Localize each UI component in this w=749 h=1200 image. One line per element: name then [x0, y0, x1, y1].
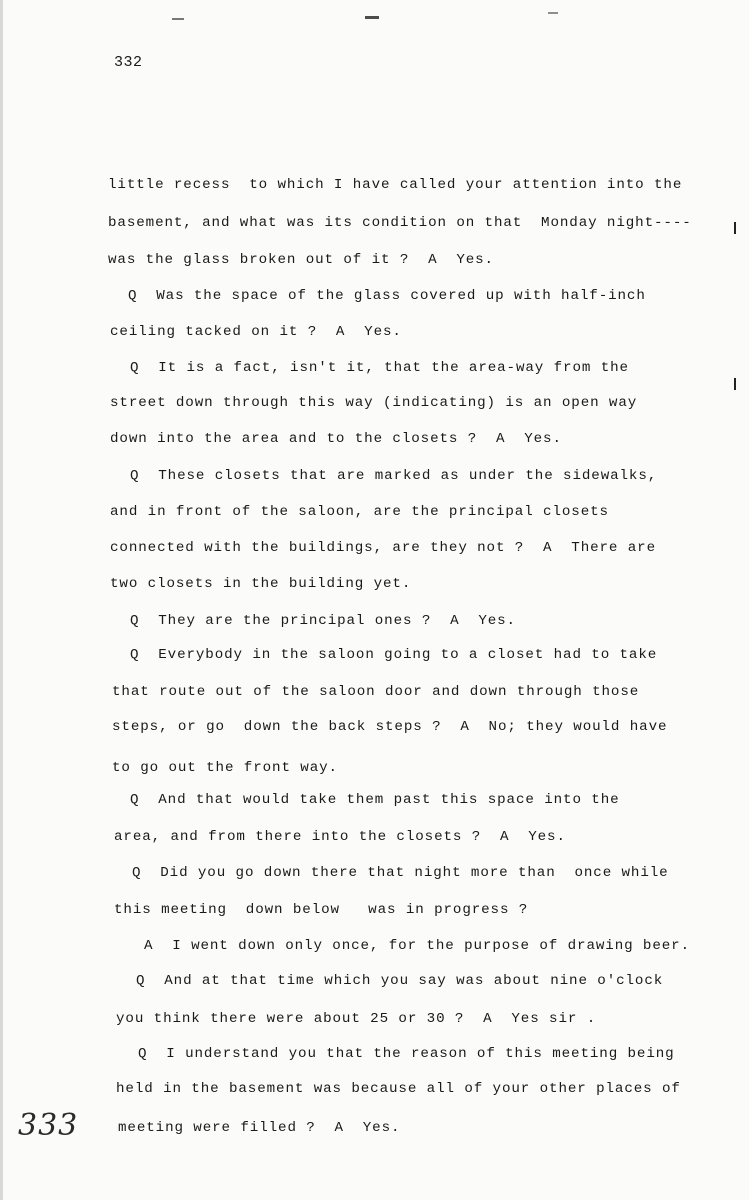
text-line: Q I understand you that the reason of this meeting being [138, 1046, 675, 1062]
page-number: 332 [114, 54, 143, 71]
text-line: Q It is a fact, isn't it, that the area-way from the [130, 360, 629, 376]
scan-mark-left [172, 18, 184, 20]
text-line: you think there were about 25 or 30 ? A Yes sir . [116, 1011, 597, 1027]
edge-tick-2 [734, 378, 736, 390]
text-line: Q Was the space of the glass covered up with half-inch [128, 288, 646, 304]
text-line: this meeting down below was in progress ? [114, 902, 529, 918]
text-line: Q Did you go down there that night more than once while [132, 865, 669, 881]
text-line: basement, and what was its condition on that Monday night---- [108, 215, 692, 231]
text-line: steps, or go down the back steps ? A No; they would have [112, 719, 668, 735]
edge-tick-1 [734, 222, 736, 234]
text-line: ceiling tacked on it ? A Yes. [110, 324, 402, 340]
text-line: Q These closets that are marked as under the sidewalks, [130, 468, 658, 484]
left-edge-shadow [0, 0, 3, 1200]
text-line: A I went down only once, for the purpose of drawing beer. [144, 938, 691, 954]
text-line: little recess to which I have called your attention into the [108, 177, 683, 193]
text-line: street down through this way (indicating) is an open way [110, 395, 638, 411]
text-line: Q And that would take them past this space into the [130, 792, 620, 808]
text-line: held in the basement was because all of your other places of [116, 1081, 681, 1097]
text-line: was the glass broken out of it ? A Yes. [108, 252, 494, 268]
scan-mark-center [365, 16, 379, 19]
text-line: connected with the buildings, are they not ? A There are [110, 540, 657, 556]
text-line: Q And at that time which you say was about nine o'clock [136, 973, 664, 989]
text-line: two closets in the building yet. [110, 576, 412, 592]
scan-mark-right [548, 12, 558, 14]
text-line: down into the area and to the closets ? A Yes. [110, 431, 562, 447]
text-line: meeting were filled ? A Yes. [118, 1120, 401, 1136]
text-line: that route out of the saloon door and down through those [112, 684, 640, 700]
handwritten-page-number: 333 [18, 1108, 79, 1143]
text-line: Q They are the principal ones ? A Yes. [130, 613, 516, 629]
text-line: Q Everybody in the saloon going to a closet had to take [130, 647, 658, 663]
text-line: area, and from there into the closets ? A Yes. [114, 829, 566, 845]
text-line: to go out the front way. [112, 760, 338, 776]
text-line: and in front of the saloon, are the principal closets [110, 504, 609, 520]
